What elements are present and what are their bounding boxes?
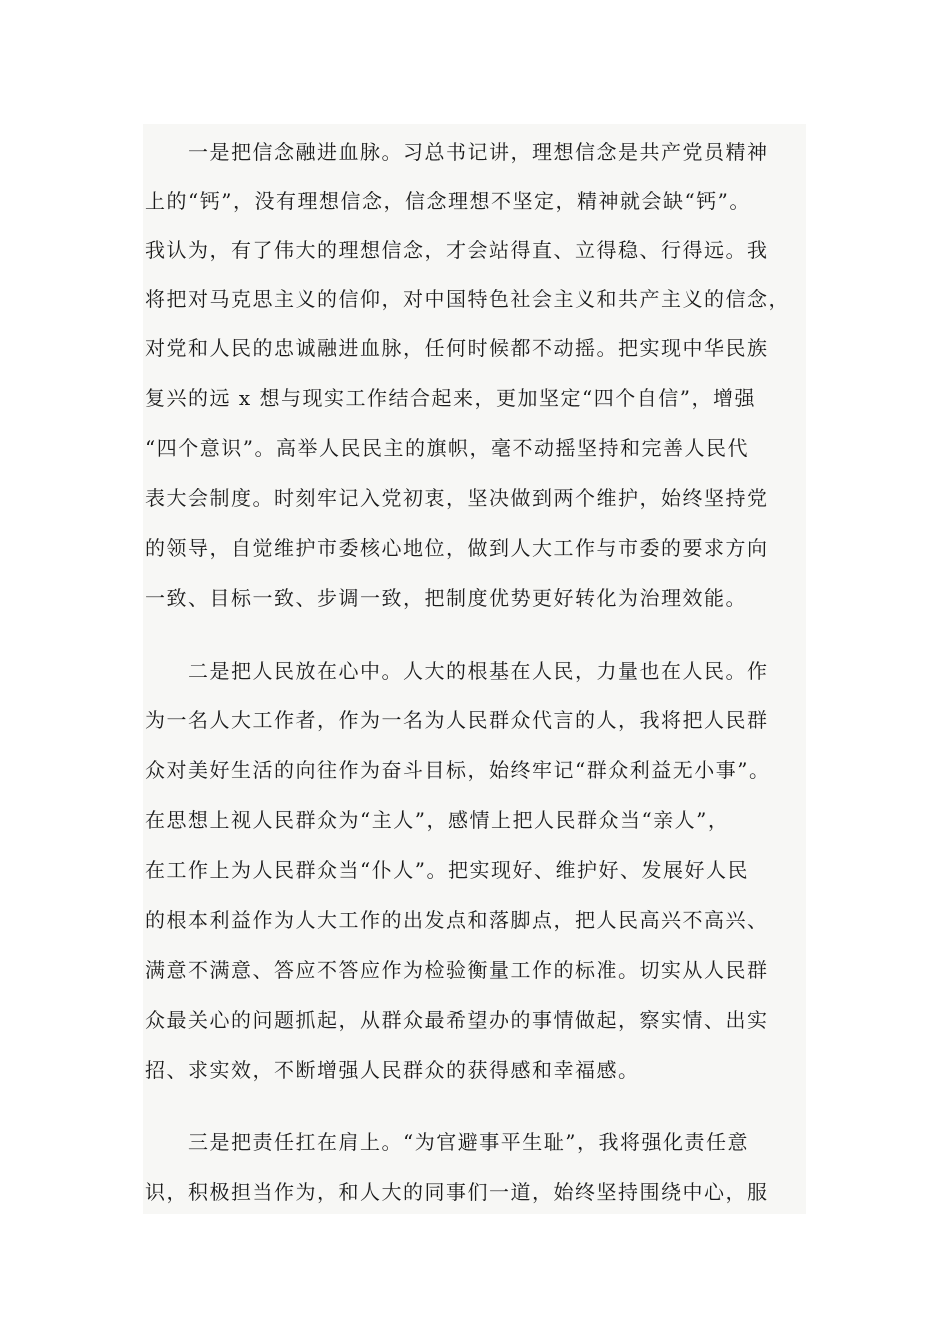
paragraph-2-line-6: 的根本利益作为人大工作的出发点和落脚点，把人民高兴不高兴、	[145, 908, 769, 932]
paragraph-3-line-2: 识，积极担当作为，和人大的同事们一道，始终坚持围绕中心，服	[145, 1180, 769, 1204]
paragraph-2-line-8: 众最关心的问题抓起，从群众最希望办的事情做起，察实情、出实	[145, 1008, 769, 1032]
paragraph-3-line-1: 三是把责任扛在肩上。“为官避事平生耻”，我将强化责任意	[145, 1130, 749, 1154]
paragraph-1-line-6: 复兴的远 x 想与现实工作结合起来，更加坚定“四个自信”，增强	[145, 386, 756, 410]
paragraph-1-line-4: 将把对马克思主义的信仰，对中国特色社会主义和共产主义的信念，	[145, 287, 790, 311]
paragraph-2-line-2: 为一名人大工作者，作为一名为人民群众代言的人，我将把人民群	[145, 708, 769, 732]
paragraph-1-line-2: 上的“钙”，没有理想信念，信念理想不坚定，精神就会缺“钙”。	[145, 189, 751, 213]
paragraph-1-line-10: 一致、目标一致、步调一致，把制度优势更好转化为治理效能。	[145, 586, 747, 610]
paragraph-2-line-7: 满意不满意、答应不答应作为检验衡量工作的标准。切实从人民群	[145, 958, 769, 982]
paragraph-1-line-8: 表大会制度。时刻牢记入党初衷，坚决做到两个维护，始终坚持党	[145, 486, 769, 510]
paragraph-2-line-3: 众对美好生活的向往作为奋斗目标，始终牢记“群众利益无小事”。	[145, 758, 771, 782]
paragraph-2-line-5: 在工作上为人民群众当“仆人”。把实现好、维护好、发展好人民	[145, 858, 749, 882]
paragraph-1-line-5: 对党和人民的忠诚融进血脉，任何时候都不动摇。把实现中华民族	[145, 336, 769, 360]
paragraph-1-line-3: 我认为，有了伟大的理想信念，才会站得直、立得稳、行得远。我	[145, 238, 769, 262]
paragraph-1-line-9: 的领导，自觉维护市委核心地位，做到人大工作与市委的要求方向	[145, 536, 769, 560]
paragraph-2-line-1: 二是把人民放在心中。人大的根基在人民，力量也在人民。作	[145, 659, 769, 683]
paragraph-1-line-7: “四个意识”。高举人民民主的旗帜，毫不动摇坚持和完善人民代	[145, 436, 749, 460]
paragraph-1-line-1: 一是把信念融进血脉。习总书记讲，理想信念是共产党员精神	[145, 140, 769, 164]
paragraph-2-line-9: 招、求实效，不断增强人民群众的获得感和幸福感。	[145, 1058, 640, 1082]
paragraph-2-line-4: 在思想上视人民群众为“主人”，感情上把人民群众当“亲人”，	[145, 808, 730, 832]
